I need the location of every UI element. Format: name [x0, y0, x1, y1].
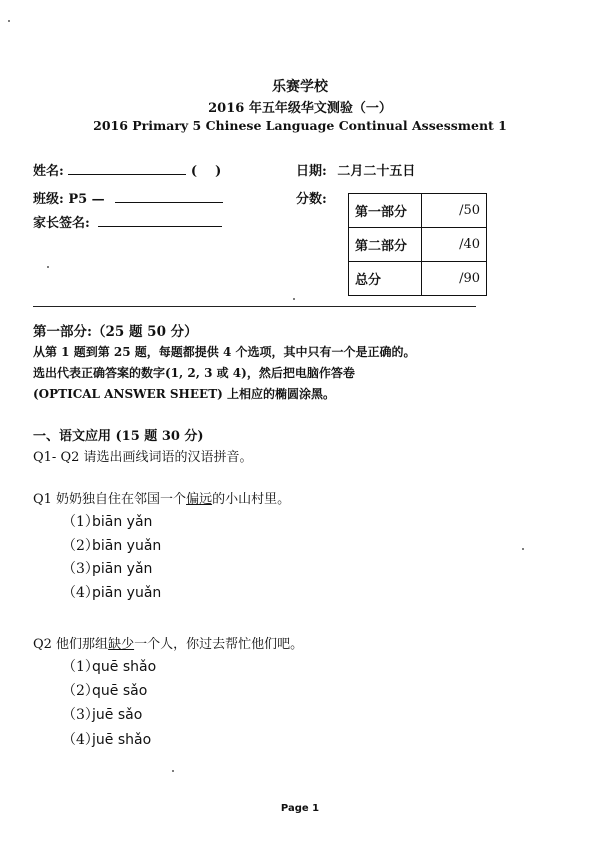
option-number: （4）	[62, 732, 99, 748]
option-pinyin: piān yuǎn	[92, 585, 162, 601]
option-number: （1）	[62, 514, 99, 530]
question-1-suffix: 的小山村里。	[212, 492, 291, 507]
q1-option-1[interactable]	[62, 511, 152, 531]
question-1-prefix: Q1 奶奶独自住在邻国一个	[33, 492, 187, 507]
q2-option-3[interactable]	[62, 704, 142, 724]
scan-speck	[8, 20, 10, 22]
section-divider	[33, 306, 476, 307]
date-value: 二月二十五日	[337, 164, 416, 179]
option-number: （2）	[62, 538, 99, 554]
option-number: （2）	[62, 683, 99, 699]
part1-instruction-line1: 从第 1 题到第 25 题，每题都提供 4 个选项，其中只有一个是正确的。	[33, 345, 416, 359]
option-number: （3）	[62, 707, 99, 723]
question-1	[33, 488, 290, 507]
question-2	[33, 633, 303, 652]
parent-signature-label: 家长签名:	[33, 216, 90, 231]
option-pinyin: juē shǎo	[92, 732, 152, 748]
class-label: 班级: P5 —	[33, 192, 105, 207]
q1-option-3[interactable]	[62, 558, 152, 578]
section1-instruction: Q1- Q2 请选出画线词语的汉语拼音。	[33, 450, 253, 465]
score-row-label: 第一部分	[349, 194, 422, 228]
option-pinyin: biān yuǎn	[92, 538, 162, 554]
date-field	[296, 160, 415, 179]
question-2-underlined-word: 缺少	[108, 637, 135, 652]
part1-instruction-line2: 选出代表正确答案的数字(1, 2, 3 或 4)，然后把电脑作答卷	[33, 366, 355, 380]
option-number: （4）	[62, 585, 99, 601]
score-row-value: /90	[422, 262, 487, 296]
option-number: （3）	[62, 561, 99, 577]
name-field	[33, 160, 221, 179]
score-row-label: 总分	[349, 262, 422, 296]
q2-option-2[interactable]	[62, 680, 147, 700]
exam-title-english: 2016 Primary 5 Chinese Language Continual Assessment 1	[93, 118, 507, 133]
scan-speck	[172, 770, 174, 772]
option-pinyin: quē sǎo	[92, 683, 148, 699]
q1-option-2[interactable]	[62, 535, 161, 555]
option-pinyin: biān yǎn	[92, 514, 153, 530]
class-field	[33, 188, 223, 207]
option-pinyin: piān yǎn	[92, 561, 153, 577]
question-2-prefix: Q2 他们那组	[33, 637, 109, 652]
question-2-suffix: 一个人，你过去帮忙他们吧。	[134, 637, 304, 652]
score-row-part2	[349, 228, 487, 262]
option-pinyin: juē sǎo	[92, 707, 143, 723]
exam-title-chinese: 2016 年五年级华文测验（一）	[208, 101, 392, 116]
name-label: 姓名:	[33, 164, 64, 179]
score-row-part1	[349, 194, 487, 228]
scan-speck	[293, 298, 295, 300]
q2-option-1[interactable]	[62, 656, 156, 676]
scan-speck	[522, 548, 524, 550]
date-label: 日期:	[296, 164, 327, 179]
q2-option-4[interactable]	[62, 729, 151, 749]
name-blank[interactable]	[68, 174, 186, 175]
page-number: Page 1	[280, 803, 320, 814]
score-row-value: /50	[422, 194, 487, 228]
class-number-paren: ( )	[190, 164, 222, 179]
section1-heading: 一、语文应用 (15 题 30 分)	[33, 429, 204, 444]
score-row-label: 第二部分	[349, 228, 422, 262]
score-row-value: /40	[422, 228, 487, 262]
class-blank[interactable]	[115, 202, 223, 203]
option-pinyin: quē shǎo	[92, 659, 157, 675]
score-label: 分数:	[296, 192, 327, 207]
part1-heading: 第一部分:（25 题 50 分）	[33, 324, 198, 340]
question-1-underlined-word: 偏远	[186, 492, 213, 507]
score-row-total	[349, 262, 487, 296]
parent-signature-blank[interactable]	[98, 226, 222, 227]
part1-instruction-line3: (OPTICAL ANSWER SHEET) 上相应的椭圆涂黑。	[33, 387, 335, 401]
parent-signature-field	[33, 212, 222, 231]
scan-speck	[47, 266, 49, 268]
q1-option-4[interactable]	[62, 582, 161, 602]
score-table	[348, 193, 487, 296]
school-name: 乐赛学校	[272, 79, 328, 95]
option-number: （1）	[62, 659, 99, 675]
